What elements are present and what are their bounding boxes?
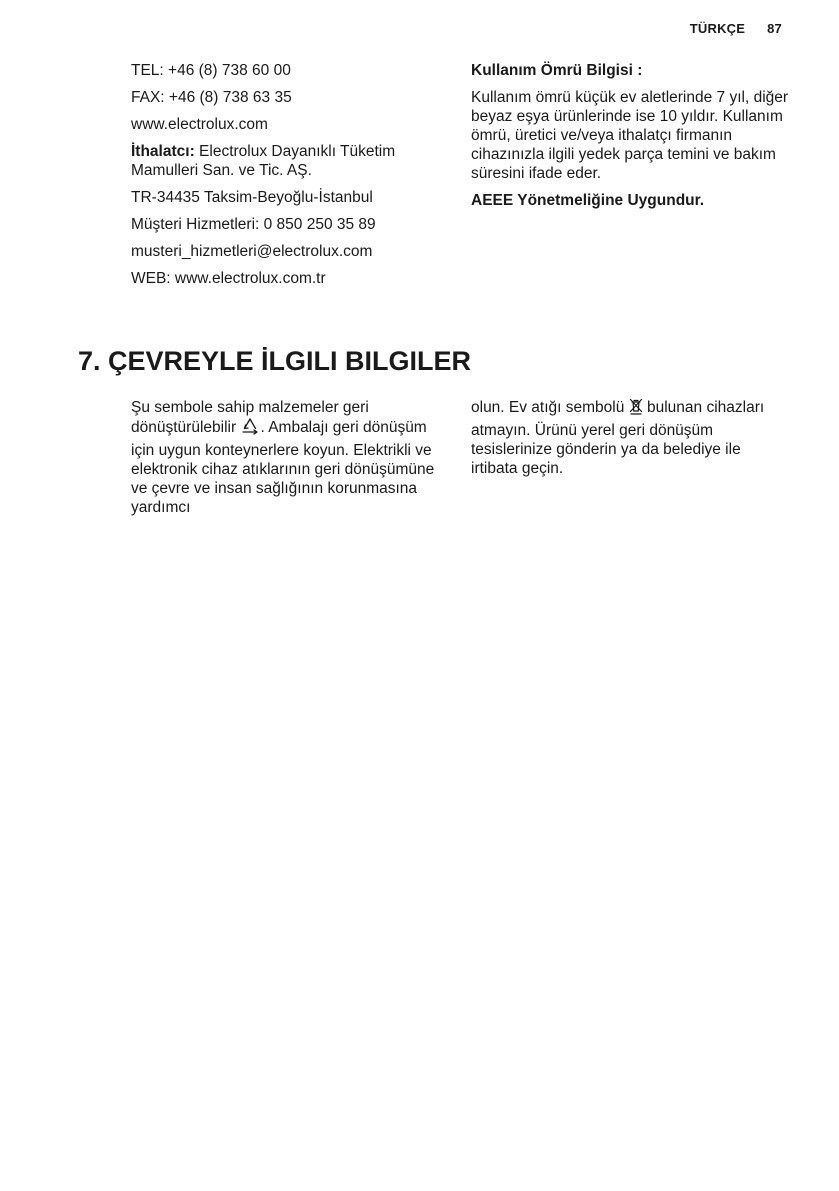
weee-text-after: bulunan cihazları atmayın. Ürünü yerel geri dönüşüm tesislerinize gönderin ya da belediye ile irtibata geçin.	[471, 399, 765, 477]
environment-text-left	[131, 398, 441, 525]
importer-name: Electrolux Dayanıklı Tüketim Mamulleri San. ve Tic. AŞ.	[131, 143, 396, 179]
page-header	[690, 21, 782, 36]
importer-block	[131, 142, 441, 180]
compliance-note: AEEE Yönetmeliğine Uygundur.	[471, 192, 705, 209]
importer-label: İthalatcı:	[131, 143, 195, 160]
recycle-text-after: . Ambalajı geri dönüşüm için uygun konteynerlere koyun. Elektrikli ve elektronik cihaz atıklarının geri dönüşümüne ve çevre ve insan sağlığının korunmasına yardımcı	[131, 419, 435, 516]
environment-paragraph-left	[131, 398, 441, 517]
environment-text-right	[471, 398, 791, 486]
lifetime-column	[471, 61, 791, 218]
contact-tel: TEL: +46 (8) 738 60 00	[131, 62, 291, 79]
header-language: TÜRKÇE	[689, 21, 746, 36]
weee-text-before: olun. Ev atığı sembolü	[471, 399, 629, 416]
contact-website: www.electrolux.com	[131, 116, 268, 133]
lifetime-text: Kullanım ömrü küçük ev aletlerinde 7 yıl, diğer beyaz eşya ürünlerinde ise 10 yıldır. Kullanım ömrü, üretici ve/veya ithalatçı firmanın cihazınızla ilgili yedek parça temini ve bakım süresini ifade eder.	[471, 89, 789, 182]
contact-fax: FAX: +46 (8) 738 63 35	[131, 89, 292, 106]
environment-paragraph-right	[471, 398, 791, 478]
recycle-text-before: Şu sembole sahip malzemeler geri dönüştürülebilir	[131, 399, 369, 436]
contact-email: musteri_hizmetleri@electrolux.com	[131, 243, 373, 260]
contact-column	[131, 61, 441, 296]
contact-customer-service: Müşteri Hizmetleri: 0 850 250 35 89	[131, 216, 376, 233]
page-number: 87	[767, 21, 782, 36]
lifetime-title: Kullanım Ömrü Bilgisi :	[471, 62, 643, 79]
section-title: 7. ÇEVREYLE İLGILI BILGILER	[78, 346, 472, 376]
contact-address: TR-34435 Taksim-Beyoğlu-İstanbul	[131, 189, 373, 206]
crossed-bin-icon	[629, 398, 643, 421]
contact-web: WEB: www.electrolux.com.tr	[131, 270, 326, 287]
recycle-icon	[240, 417, 260, 441]
